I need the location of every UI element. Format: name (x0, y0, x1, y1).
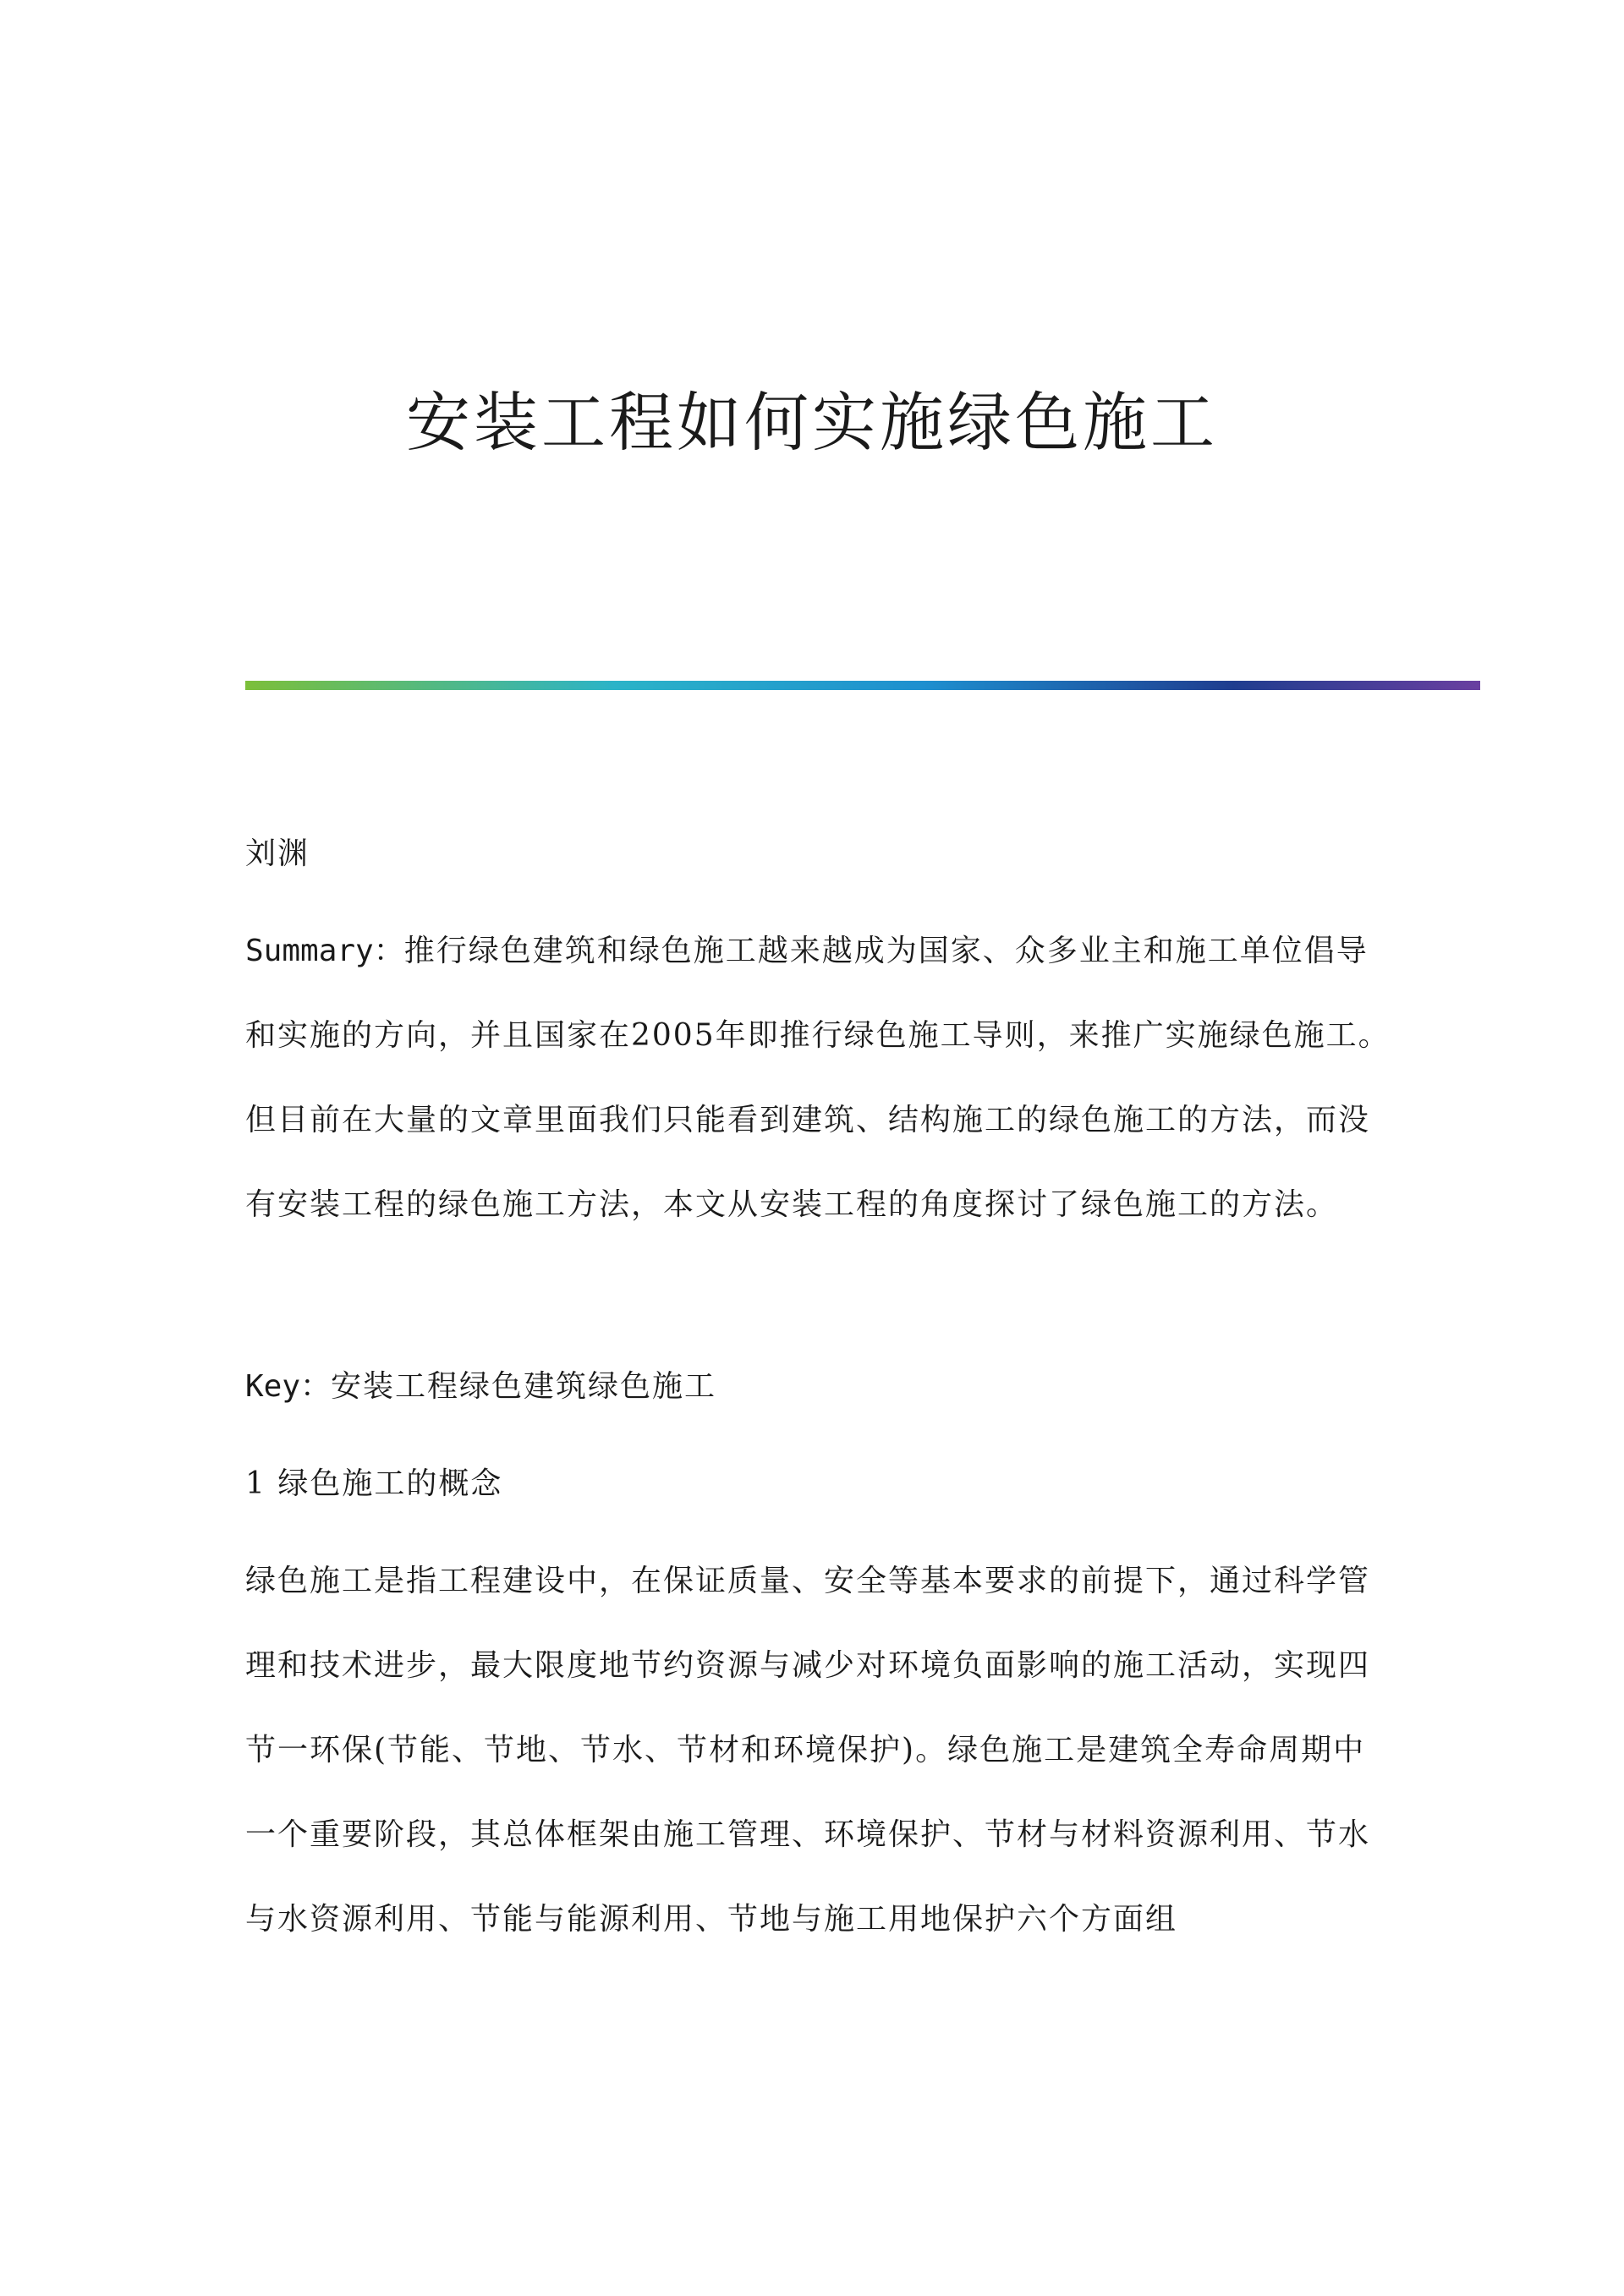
keywords-text: 安装工程绿色建筑绿色施工 (331, 1369, 717, 1404)
keywords-label: Key： (245, 1369, 332, 1404)
summary-label: Summary： (245, 934, 404, 968)
document-title: 安装工程如何实施绿色施工 (406, 385, 1218, 460)
keywords-block (245, 1345, 1396, 1429)
summary-text: 推行绿色建筑和绿色施工越来越成为国家、众多业主和施工单位倡导和实施的方向，并且国家在2005年即推行绿色施工导则，来推广实施绿色施工。但目前在大量的文章里面我们只能看到建筑、结构施工的绿色施工的方法，而没有安装工程的绿色施工方法，本文从安装工程的角度探讨了绿色施工的方法。 (245, 934, 1391, 1222)
body-paragraph: 绿色施工是指工程建设中，在保证质量、安全等基本要求的前提下，通过科学管理和技术进步，最大限度地节约资源与减少对环境负面影响的施工活动，实现四节一环保(节能、节地、节水、节材和环境保护)。绿色施工是建筑全寿命周期中一个重要阶段，其总体框架由施工管理、环境保护、节材与材料资源利用、节水与水资源利用、节能与能源利用、节地与施工用地保护六个方面组 (245, 1564, 1371, 1937)
author-name: 刘渊 (245, 836, 310, 871)
section-heading: 1 绿色施工的概念 (245, 1466, 503, 1501)
summary-block (245, 909, 1396, 1247)
title-divider-gradient (245, 681, 1480, 690)
